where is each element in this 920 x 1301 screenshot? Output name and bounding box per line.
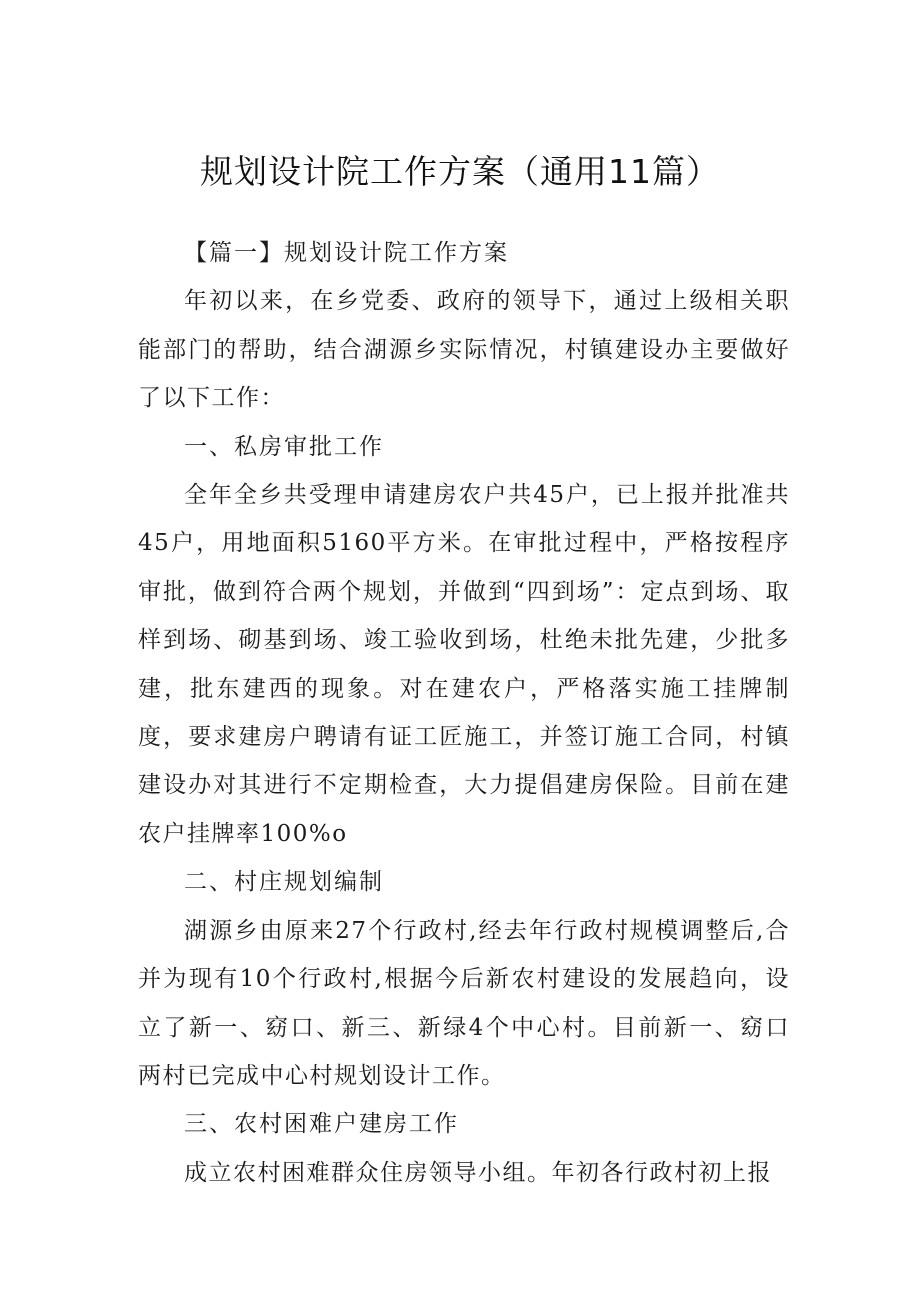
village-planning-paragraph: 湖源乡由原来27个行政村,经去年行政村规模调整后,合并为现有10个行政村,根据今后新农村建设的发展趋向，设立了新一、窈口、新三、新绿4个中心村。目前新一、窈口两村已完成中心村规划设计工作。 — [138, 917, 790, 1089]
poor-households-paragraph: 成立农村困难群众住房领导小组。年初各行政村初上报 — [184, 1159, 772, 1186]
section-heading-part-one: 【篇一】规划设计院工作方案 — [184, 240, 509, 266]
intro-paragraph: 年初以来，在乡党委、政府的领导下，通过上级相关职能部门的帮助，结合湖源乡实际情况，村镇建设办主要做好了以下工作： — [138, 288, 790, 412]
section-heading-private-housing: 一、私房审批工作 — [184, 433, 384, 460]
private-housing-paragraph: 全年全乡共受理申请建房农户共45户，已上报并批准共45户，用地面积5160平方米。在审批过程中，严格按程序审批，做到符合两个规划，并做到“四到场”：定点到场、取样到场、砌基到场、竣工验收到场，杜绝未批先建，少批多建，批东建西的现象。对在建农户，严格落实施工挂牌制度，要求建房户聘请有证工匠施工，并签订施工合同，村镇建设办对其进行不定期检查，大力提倡建房保险。目前在建农户挂牌率100%o — [138, 482, 790, 847]
section-heading-village-planning: 二、村庄规划编制 — [184, 869, 384, 896]
document-title: 规划设计院工作方案（通用11篇） — [200, 152, 720, 191]
document-body — [138, 229, 790, 1197]
section-heading-poor-households: 三、农村困难户建房工作 — [184, 1111, 459, 1138]
